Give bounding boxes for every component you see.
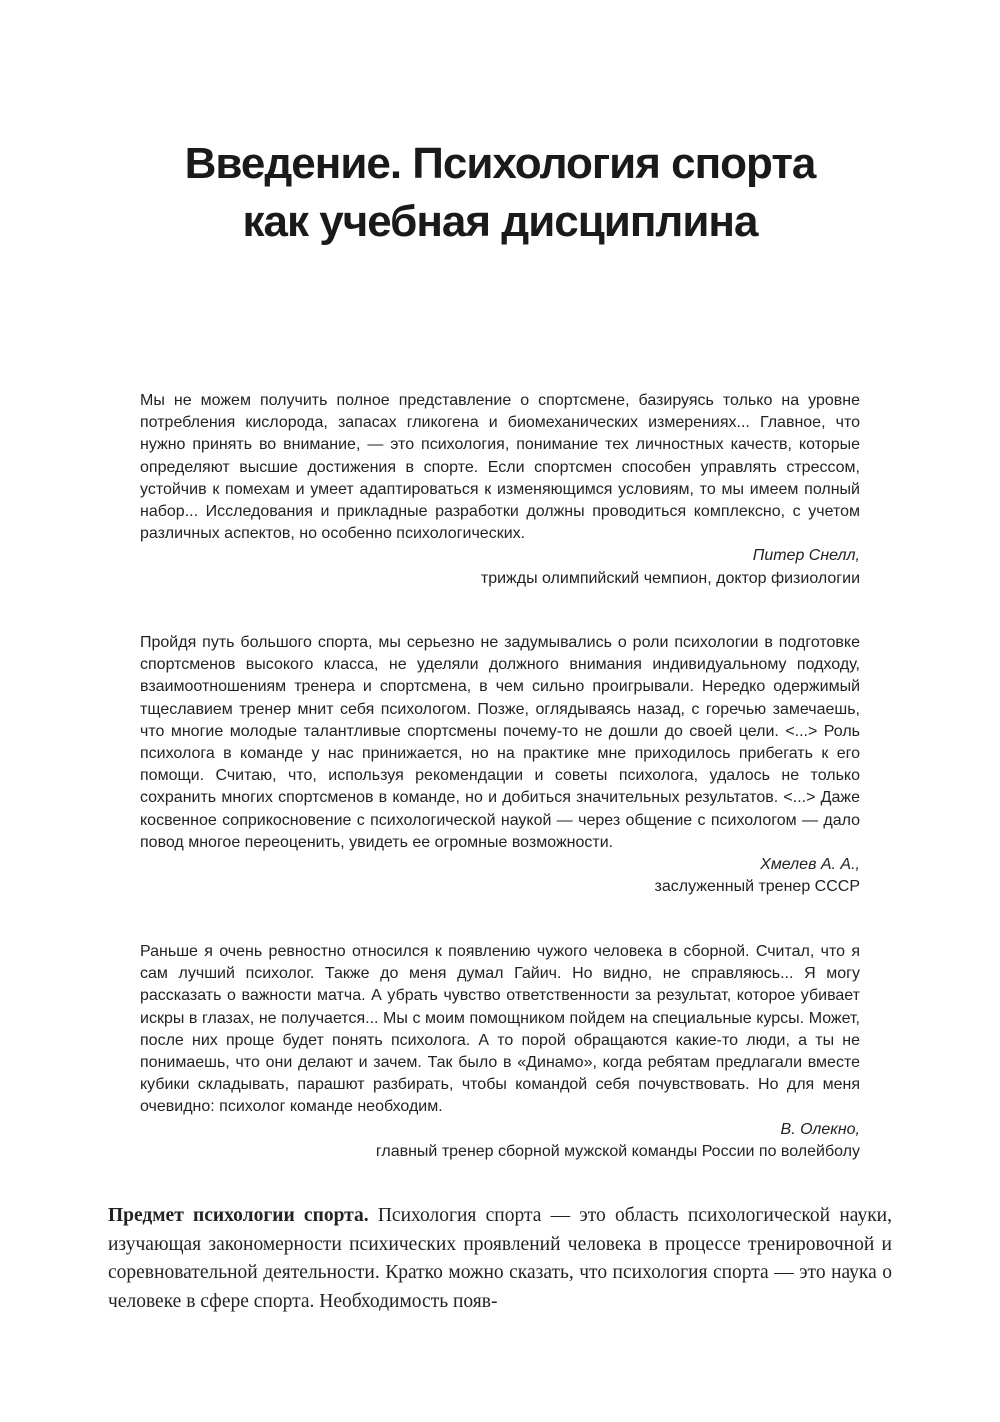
epigraph-author: В. Олекно,: [780, 1120, 860, 1138]
epigraph-role: трижды олимпийский чемпион, доктор физиологии: [480, 569, 860, 587]
epigraph-role: заслуженный тренер СССР: [654, 878, 860, 896]
body-paragraph: [108, 1202, 892, 1316]
epigraph-author: Хмелев А. А.,: [760, 856, 860, 874]
epigraph-author: Питер Снелл,: [752, 547, 860, 565]
page-title: [80, 135, 920, 251]
epigraph-text: Раньше я очень ревностно относился к появлению чужого человека в сборной. Считал, что я сам лучший психолог. Также до меня думал Гайич. Но видно, не справляюсь... Я могу рассказать о важности матча. А убрать чувство ответственности за результат, которое убивает искры в глазах, не получается... Мы с моим помощником пойдем на специальные курсы. Может, после них проще будет понять психолога. А то порой обращаются какие-то люди, а ты не понимаешь, что они делают и зачем. Так было в «Динамо», когда ребятам предлагали вместе кубики складывать, парашют разбирать, чтобы командой себя почувствовать. Но для меня очевидно: психолог команде необходим.: [140, 943, 860, 1116]
section-lead: Предмет психологии спорта.: [108, 1205, 369, 1226]
epigraph-1: [140, 390, 860, 590]
epigraph-2: [140, 632, 860, 898]
epigraph-3: [140, 941, 860, 1163]
epigraph-role: главный тренер сборной мужской команды России по волейболу: [375, 1142, 860, 1160]
epigraph-text: Пройдя путь большого спорта, мы серьезно не задумывались о роли психологии в подготовке спортсменов высокого класса, не уделяли должного внимания индивидуальному подходу, взаимоотношениям тренера и спортсмена, в чем сильно проигрывали. Нередко одержимый тщеславием тренер мнит себя психологом. Позже, оглядываясь назад, с горечью замечаешь, что многие молодые талантливые спортсмены почему-то не дошли до своей цели. <...> Роль психолога в команде у нас принижается, но на практике мне приходилось прибегать к его помощи. Считаю, что, используя рекомендации и советы психолога, удалось не только сохранить многих спортсменов в команде, но и добиться значительных результатов. <...> Даже косвенное соприкосновение с психологической наукой — через общение с психологом — дало повод многое переоценить, увидеть ее огромные возможности.: [140, 634, 860, 851]
title-line-2: как учебная дисциплина: [242, 197, 758, 246]
epigraph-text: Мы не можем получить полное представление о спортсмене, базируясь только на уровне потребления кислорода, запасах гликогена и биомеханических измерениях... Главное, что нужно принять во внимание, — это психология, понимание тех личностных качеств, которые определяют высшие достижения в спорте. Если спортсмен способен управлять стрессом, устойчив к помехам и умеет адаптироваться к изменяющимся условиям, то мы имеем полный набор... Исследования и прикладные разработки должны проводиться комплексно, с учетом различных аспектов, но особенно психологических.: [140, 392, 860, 543]
title-line-1: Введение. Психология спорта: [184, 139, 816, 188]
body-text: Психология спорта — это область психологической науки, изучающая закономерности психических проявлений человека в процессе тренировочной и соревновательной деятельности. Кратко можно сказать, что психология спорта — это наука о человеке в сфере спорта. Необходимость появ-: [108, 1205, 892, 1312]
